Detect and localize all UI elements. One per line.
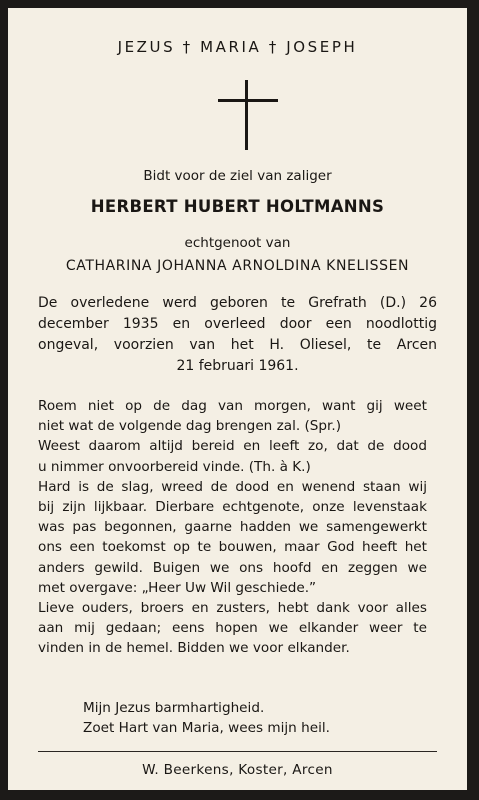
memorial-text [38,396,427,659]
card-header: JEZUS † MARIA † JOSEPH [117,38,358,56]
divider [38,751,437,752]
birth-line: december 1935 en overleed door een noodlottig [38,316,437,332]
memorial-line: bij zijn lijkbaar. Dierbare echtgenote, onze levenstaak [38,499,427,516]
memorial-line: Hard is de slag, wreed de dood en wenend staan wij [38,478,427,495]
printer-footer: W. Beerkens, Koster, Arcen [142,762,333,778]
memorial-line: anders gewild. Buigen we ons hoofd en zeggen we [38,559,427,576]
cross-icon [218,80,278,150]
spouse-name: CATHARINA JOHANNA ARNOLDINA KNELISSEN [65,258,410,274]
memorial-line: ons een toekomst op te bouwen, maar God heeft het [38,539,427,556]
birth-death-text [38,293,437,377]
birth-line: De overledene werd geboren te Grefrath (D.) 26 [38,295,437,311]
memorial-line: met overgave: „Heer Uw Wil geschiede.” [38,579,317,596]
memorial-line: Lieve ouders, broers en zusters, hebt dank voor alles [38,600,427,617]
birth-line: 21 februari 1961. [176,358,299,374]
memorial-line: u nimmer onvoorbereid vinde. (Th. à K.) [38,458,311,475]
closing-line: Zoet Hart van Maria, wees mijn heil. [83,720,330,736]
deceased-name: HERBERT HUBERT HOLTMANNS [90,197,385,216]
pray-line: Bidt voor de ziel van zaliger [143,168,332,184]
birth-line: ongeval, voorzien van het H. Oliesel, te Arcen [38,337,437,353]
memorial-line: vinden in de hemel. Bidden we voor elkander. [38,640,350,657]
card-paper [8,8,467,790]
memorial-line: was pas begonnen, gaarne hadden we samengewerkt [38,519,427,536]
memorial-line: Weest daarom altijd bereid en leeft zo, dat de dood [38,438,427,455]
memorial-line: Roem niet op de dag van morgen, want gij weet [38,398,427,414]
memorial-line: aan mij gedaan; eens hopen we elkander weer te [38,620,427,637]
memorial-line: niet wat de volgende dag brengen zal. (Spr.) [38,418,342,435]
spouse-label: echtgenoot van [184,235,291,251]
closing-line: Mijn Jezus barmhartigheid. [83,700,265,716]
closing-prayers [83,698,330,738]
